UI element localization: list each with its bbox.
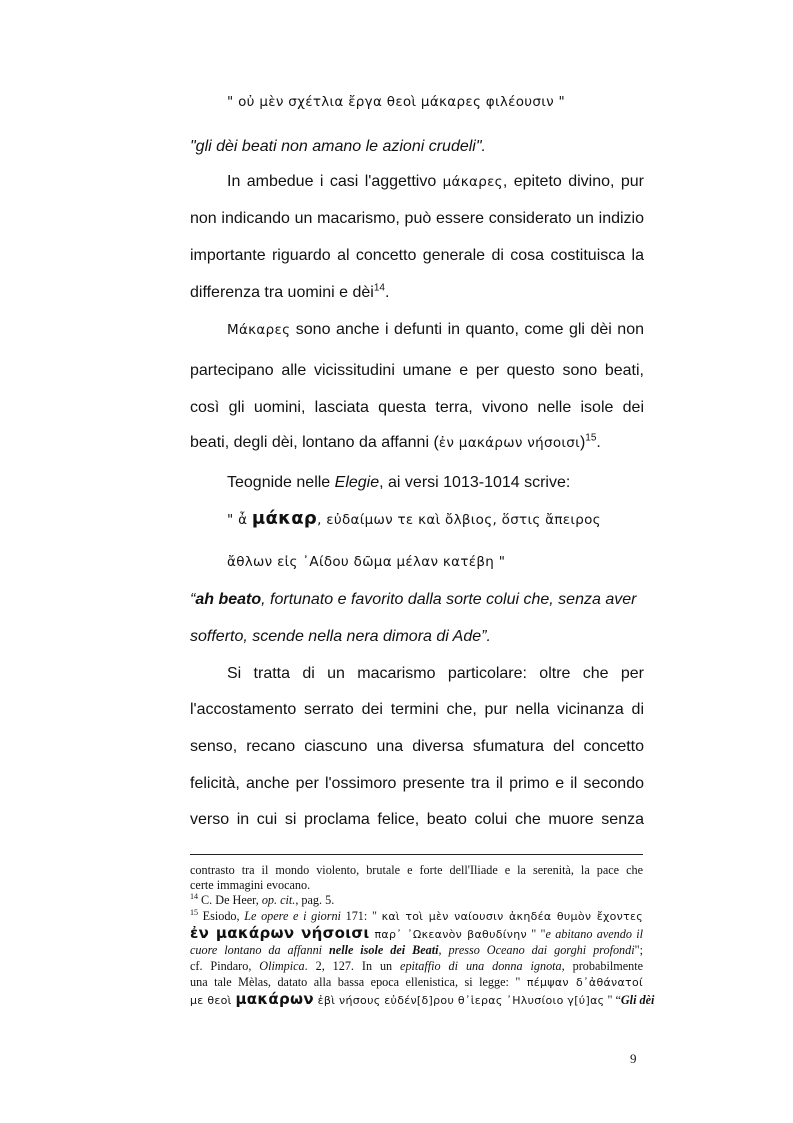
paragraph-line: partecipano alle vicissitudini umane e per questo sono beati,: [190, 362, 644, 379]
footnote-divider: [190, 854, 643, 855]
paragraph-line: così gli uomini, lasciata questa terra, vivono nelle isole dei: [190, 399, 644, 416]
footnote-line: una tale Mèlas, datato alla bassa epoca ellenistica, si legge: " πέμψαν δ᾽ἀθάνατοί: [190, 975, 643, 989]
quote-translation: "gli dèi beati non amano le azioni crudeli".: [190, 138, 486, 155]
greek-quote-theognis: " ἆ μάκαρ, εὐδαίμων τε καὶ ὄλβιος, ὅστις ἄπειρος: [227, 508, 601, 529]
paragraph-line: non indicando un macarismo, può essere considerato un indizio: [190, 210, 644, 227]
greek-quote-hesiod: " οὐ μὲν σχέτλια ἔργα θεοὶ μάκαρες φιλέουσιν ": [227, 94, 566, 110]
paragraph-line: Si tratta di un macarismo particolare: oltre che per: [227, 665, 644, 682]
paragraph-line: differenza tra uomini e dèi$^{14}$.: [190, 282, 390, 301]
footnote-line: contrasto tra il mondo violento, brutale e forte dell'Iliade e la serenità, la pace che: [190, 863, 643, 877]
paragraph-line: Teognide nelle Elegie, ai versi 1013-1014 scrive:: [227, 474, 571, 491]
footnote-line: με θεοὶ μακάρων ἐβὶ νήσους εὐδέν[δ]ρου θ᾽ἱερας ᾿Ηλυσίοιο γ[ύ]ας " “Gli dèi: [190, 990, 655, 1008]
paragraph-line: l'accostamento serrato dei termini che, pur nella vicinanza di: [190, 701, 644, 718]
footnote-14: $^{14}$ C. De Heer, op. cit., pag. 5.: [190, 891, 335, 907]
quote-translation: “ah beato, fortunato e favorito dalla sorte colui che, senza aver: [190, 591, 637, 608]
paragraph-line: importante riguardo al concetto generale di cosa costituisca la: [190, 247, 644, 264]
footnote-15: $^{15}$ Esiodo, Le opere e i giorni 171: " καὶ τοὶ μὲν ναίουσιν ἀκηδέα θυμὸν ἔχοντες: [190, 907, 644, 923]
footnote-ref: 14: [373, 282, 385, 294]
paragraph-line: Μάκαρες sono anche i defunti in quanto, come gli dèi non: [227, 321, 644, 338]
paragraph-line: beati, degli dèi, lontano da affanni (ἐν μακάρων νήσοισι)$^{15}$.: [190, 432, 601, 451]
footnote-ref: 15: [585, 432, 597, 444]
paragraph-line: In ambedue i casi l'aggettivo μάκαρες, epiteto divino, pur: [227, 173, 644, 190]
footnote-line: cf. Pindaro, Olimpica. 2, 127. In un epitaffio di una donna ignota, probabilmente: [190, 959, 644, 973]
footnote-line: certe immagini evocano.: [190, 878, 311, 892]
paragraph-line: verso in cui si proclama felice, beato colui che muore senza: [190, 811, 644, 828]
paragraph-line: senso, recano ciascuno una diversa sfumatura del concetto: [190, 738, 644, 755]
footnote-line: ἐν μακάρων νήσοισι παρ᾽ ᾿Ωκεανὸν βαθυδίνην " "e abitano avendo il: [190, 924, 644, 942]
paragraph-line: felicità, anche per l'ossimoro presente tra il primo e il secondo: [190, 775, 644, 792]
page-number: 9: [630, 1051, 637, 1066]
footnote-line: cuore lontano da affanni nelle isole dei Beati, presso Oceano dai gorghi profondi";: [190, 943, 643, 957]
quote-translation: sofferto, scende nella nera dimora di Ade”.: [190, 628, 491, 645]
greek-quote-theognis: ἄθλων εἰς ᾿Αίδου δῶμα μέλαν κατέβη ": [227, 554, 506, 570]
